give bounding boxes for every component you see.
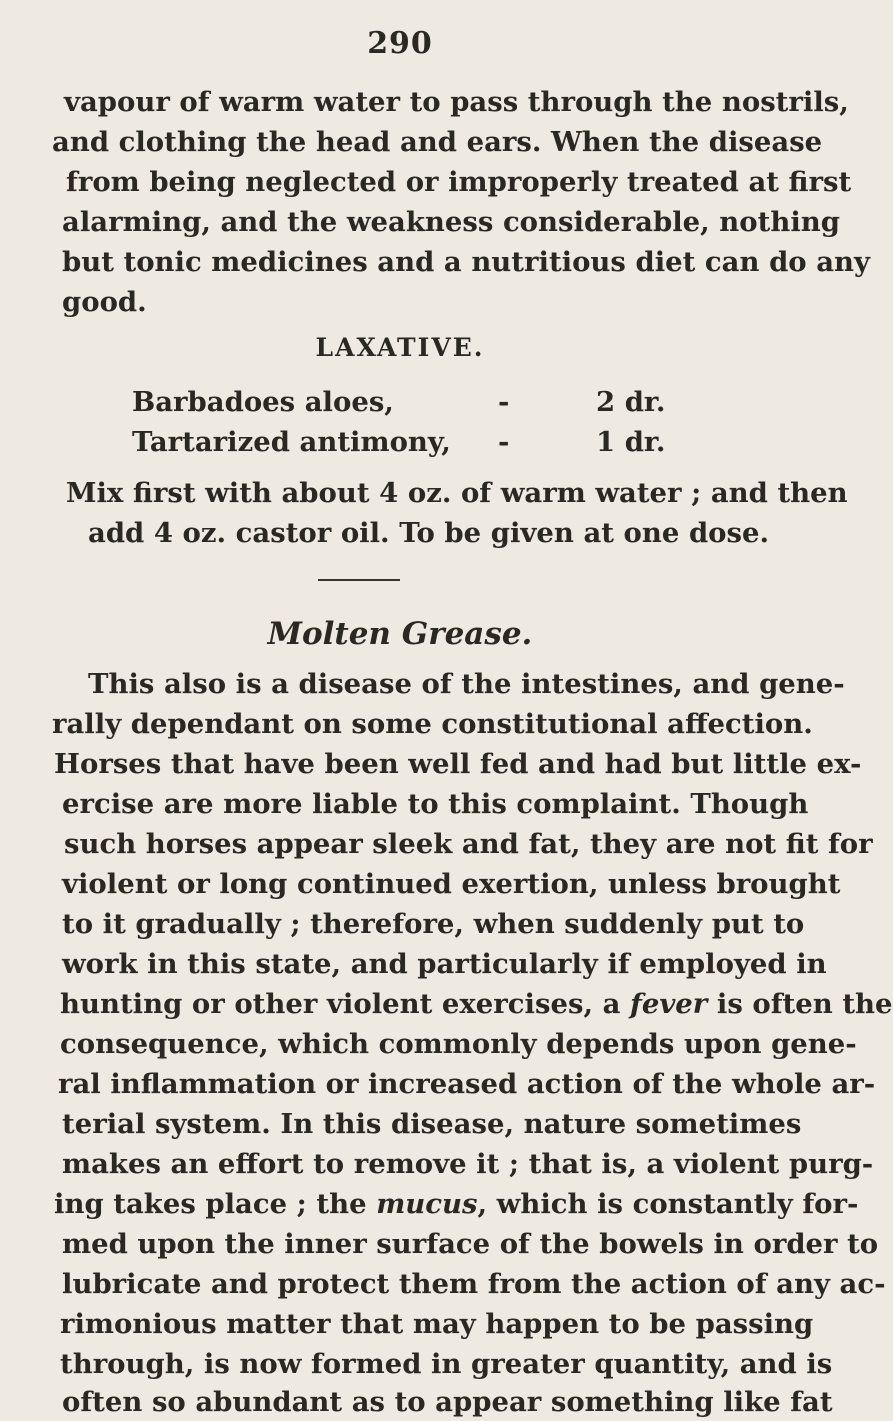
recipe-quantity: 2 dr.: [596, 386, 666, 418]
directions-line: Mix first with about 4 oz. of warm water ; and then: [66, 477, 848, 509]
recipe-quantity: 1 dr.: [596, 426, 666, 458]
intro-line: but tonic medicines and a nutritious diet can do any: [62, 246, 871, 278]
recipe-ingredient: [132, 426, 451, 458]
body-line: lubricate and protect them from the action of any ac-: [62, 1268, 886, 1300]
recipe-dash: -: [498, 386, 510, 418]
italic-term-fever: fever: [630, 988, 708, 1020]
body-line: rally dependant on some constitutional affection.: [52, 708, 813, 740]
body-line: [60, 988, 893, 1020]
italic-term-mucus: mucus: [376, 1188, 478, 1220]
intro-line: vapour of warm water to pass through the nostrils,: [64, 86, 849, 118]
laxative-heading: LAXATIVE.: [315, 333, 485, 362]
body-line: rimonious matter that may happen to be passing: [60, 1308, 814, 1340]
body-line-part: , which is constantly for-: [477, 1188, 859, 1220]
recipe-dash: -: [498, 426, 510, 458]
body-line: such horses appear sleek and fat, they are not fit for: [64, 828, 873, 860]
page-number: 290: [367, 26, 433, 61]
recipe-ingredient: [132, 386, 394, 418]
body-line: often so abundant as to appear something like fat: [62, 1386, 833, 1418]
body-line: through, is now formed in greater quantity, and is: [60, 1348, 833, 1380]
body-line: [54, 1188, 859, 1220]
ingredient-name: Barbadoes aloes,: [132, 386, 394, 418]
body-line: Horses that have been well fed and had but little ex-: [54, 748, 862, 780]
ingredient-name: Tartarized antimony,: [132, 426, 451, 458]
intro-line: and clothing the head and ears. When the disease: [52, 126, 823, 158]
intro-line: alarming, and the weakness considerable, nothing: [62, 206, 841, 238]
body-line: makes an effort to remove it ; that is, a violent purg-: [62, 1148, 874, 1180]
body-line: violent or long continued exertion, unless brought: [62, 868, 841, 900]
intro-line: good.: [62, 286, 147, 318]
body-line: med upon the inner surface of the bowels in order to: [62, 1228, 879, 1260]
body-line-part: hunting or other violent exercises, a: [60, 988, 621, 1020]
body-line-part: ing takes place ; the: [54, 1188, 367, 1220]
body-line: work in this state, and particularly if employed in: [62, 948, 827, 980]
body-line: consequence, which commonly depends upon gene-: [60, 1028, 857, 1060]
body-line: ral inflammation or increased action of the whole ar-: [58, 1068, 876, 1100]
body-line: terial system. In this disease, nature sometimes: [62, 1108, 802, 1140]
section-divider: [318, 579, 400, 581]
body-line: to it gradually ; therefore, when suddenly put to: [62, 908, 805, 940]
directions-line: add 4 oz. castor oil. To be given at one dose.: [88, 517, 770, 549]
section-heading: Molten Grease.: [267, 616, 533, 652]
intro-line: from being neglected or improperly treated at first: [66, 166, 852, 198]
body-line-part: is often the: [716, 988, 893, 1020]
body-line: ercise are more liable to this complaint. Though: [62, 788, 809, 820]
body-line: This also is a disease of the intestines, and gene-: [88, 668, 845, 700]
